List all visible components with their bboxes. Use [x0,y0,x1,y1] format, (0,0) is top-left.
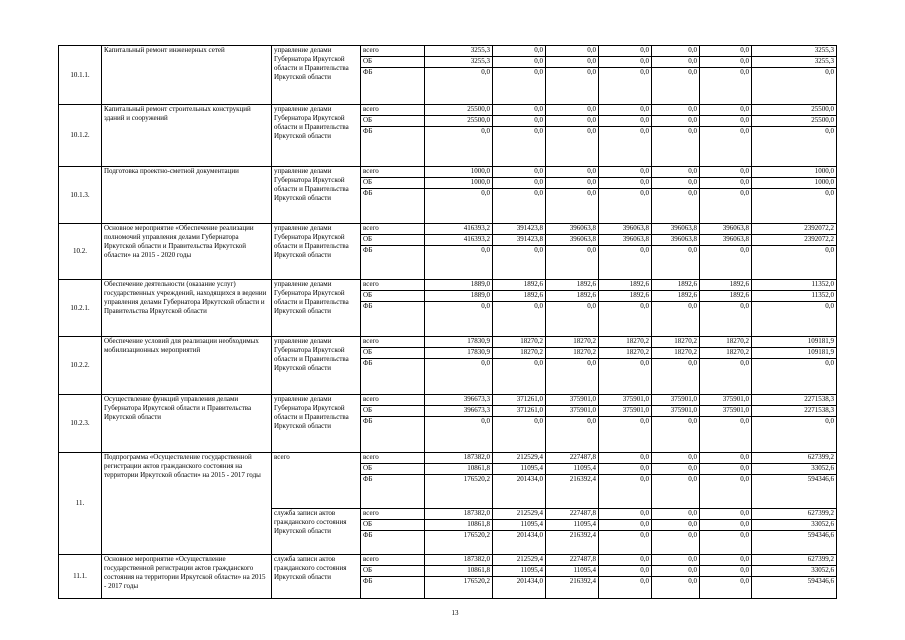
amount-cell: 10861,8 [425,520,493,531]
amount-cell: 18270,2 [493,348,546,359]
amount-cell: 216392,4 [546,577,599,599]
amount-cell: 375901,0 [652,395,700,406]
measure-name-cell: Обеспечение условий для реализации необходимых мобилизационных мероприятий [102,337,272,395]
row-code-cell: 11. [59,453,102,555]
responsible-cell: управление делами Губернатора Иркутской области и Правительства Иркутской области [272,224,361,280]
measure-name-cell: Капитальный ремонт инженерных сетей [102,46,272,105]
amount-cell: 0,0 [546,105,599,116]
amount-cell: 0,0 [546,46,599,57]
amount-cell: 0,0 [652,302,700,337]
amount-cell: 0,0 [700,509,752,520]
amount-cell: 187382,0 [425,555,493,566]
amount-cell: 18270,2 [700,337,752,348]
table-row [59,167,837,178]
amount-cell: 18270,2 [700,348,752,359]
funding-source-cell: ФБ [361,531,425,555]
measure-name-cell: Обеспечение деятельности (оказание услуг) государственных учреждений, находящихся в ведении управления делами Губернатора Иркутской области и Правительства Иркутской области [102,280,272,337]
amount-cell: 594346,6 [752,531,837,555]
amount-cell: 227487,8 [546,509,599,520]
funding-source-cell: всего [361,337,425,348]
amount-cell: 17830,9 [425,337,493,348]
amount-cell: 0,0 [652,246,700,280]
amount-cell: 176520,2 [425,577,493,599]
amount-cell: 0,0 [493,116,546,127]
funding-source-cell: всего [361,555,425,566]
measure-name-cell: Капитальный ремонт строительных конструкций зданий и сооружений [102,105,272,167]
funding-source-cell: ФБ [361,359,425,395]
amount-cell: 375901,0 [546,406,599,417]
amount-cell: 0,0 [700,189,752,224]
amount-cell: 0,0 [700,302,752,337]
amount-cell: 0,0 [425,127,493,167]
amount-cell: 0,0 [599,475,652,509]
amount-cell: 187382,0 [425,509,493,520]
responsible-cell: управление делами Губернатора Иркутской области и Правительства Иркутской области [272,46,361,105]
funding-source-cell: ОБ [361,116,425,127]
amount-cell: 0,0 [752,417,837,453]
amount-cell: 0,0 [425,302,493,337]
amount-cell: 17830,9 [425,348,493,359]
amount-cell: 396063,8 [652,224,700,235]
amount-cell: 2271538,3 [752,406,837,417]
amount-cell: 1892,6 [493,291,546,302]
amount-cell: 0,0 [599,555,652,566]
amount-cell: 33052,6 [752,464,837,475]
amount-cell: 25500,0 [752,105,837,116]
responsible-cell: служба записи актов гражданского состояния Иркутской области [272,509,361,555]
amount-cell: 0,0 [700,520,752,531]
funding-source-cell: ФБ [361,302,425,337]
amount-cell: 0,0 [652,453,700,464]
amount-cell: 109181,9 [752,348,837,359]
amount-cell: 0,0 [546,359,599,395]
amount-cell: 0,0 [752,127,837,167]
amount-cell: 176520,2 [425,531,493,555]
amount-cell: 1892,6 [652,291,700,302]
amount-cell: 1000,0 [425,167,493,178]
responsible-cell: всего [272,453,361,509]
amount-cell: 0,0 [700,475,752,509]
funding-source-cell: ФБ [361,417,425,453]
table-row [59,453,837,464]
amount-cell: 25500,0 [425,105,493,116]
amount-cell: 396063,8 [700,235,752,246]
amount-cell: 0,0 [546,302,599,337]
amount-cell: 0,0 [700,577,752,599]
amount-cell: 0,0 [493,57,546,68]
amount-cell: 0,0 [752,189,837,224]
amount-cell: 0,0 [599,453,652,464]
amount-cell: 1000,0 [752,167,837,178]
row-code-cell: 10.1.1. [59,46,102,105]
responsible-cell: управление делами Губернатора Иркутской области и Правительства Иркутской области [272,280,361,337]
page-number: 13 [451,609,459,617]
amount-cell: 375901,0 [700,406,752,417]
amount-cell: 11095,4 [493,566,546,577]
row-code-cell: 10.1.3. [59,167,102,224]
amount-cell: 0,0 [599,417,652,453]
amount-cell: 10861,8 [425,464,493,475]
funding-source-cell: всего [361,105,425,116]
amount-cell: 2271538,3 [752,395,837,406]
amount-cell: 0,0 [599,189,652,224]
funding-source-cell: ОБ [361,235,425,246]
amount-cell: 0,0 [700,464,752,475]
amount-cell: 0,0 [599,531,652,555]
amount-cell: 0,0 [700,105,752,116]
amount-cell: 18270,2 [599,337,652,348]
amount-cell: 216392,4 [546,475,599,509]
amount-cell: 0,0 [493,189,546,224]
amount-cell: 391423,8 [493,224,546,235]
amount-cell: 396063,8 [599,224,652,235]
amount-cell: 0,0 [599,116,652,127]
amount-cell: 0,0 [546,127,599,167]
row-code-cell: 10.2.3. [59,395,102,453]
amount-cell: 0,0 [599,68,652,105]
responsible-cell: управление делами Губернатора Иркутской области и Правительства Иркутской области [272,337,361,395]
amount-cell: 0,0 [752,302,837,337]
amount-cell: 201434,0 [493,577,546,599]
funding-source-cell: ОБ [361,57,425,68]
amount-cell: 11095,4 [546,520,599,531]
amount-cell: 18270,2 [652,348,700,359]
amount-cell: 0,0 [700,68,752,105]
amount-cell: 3255,3 [425,57,493,68]
amount-cell: 0,0 [700,127,752,167]
amount-cell: 227487,8 [546,555,599,566]
amount-cell: 18270,2 [652,337,700,348]
table-row [59,105,837,116]
amount-cell: 0,0 [700,453,752,464]
amount-cell: 0,0 [652,577,700,599]
funding-source-cell: ФБ [361,127,425,167]
amount-cell: 0,0 [700,359,752,395]
amount-cell: 0,0 [652,189,700,224]
amount-cell: 33052,6 [752,520,837,531]
amount-cell: 0,0 [652,178,700,189]
responsible-cell: управление делами Губернатора Иркутской области и Правительства Иркутской области [272,105,361,167]
amount-cell: 1892,6 [493,280,546,291]
amount-cell: 11095,4 [546,566,599,577]
funding-source-cell: ФБ [361,68,425,105]
amount-cell: 0,0 [700,566,752,577]
amount-cell: 0,0 [700,57,752,68]
amount-cell: 0,0 [599,566,652,577]
amount-cell: 109181,9 [752,337,837,348]
amount-cell: 0,0 [599,46,652,57]
responsible-cell: управление делами Губернатора Иркутской области и Правительства Иркутской области [272,395,361,453]
funding-source-cell: ОБ [361,520,425,531]
funding-source-cell: ОБ [361,348,425,359]
amount-cell: 391423,8 [493,235,546,246]
amount-cell: 396673,3 [425,406,493,417]
amount-cell: 0,0 [652,46,700,57]
amount-cell: 0,0 [652,167,700,178]
amount-cell: 396063,8 [546,224,599,235]
measure-name-cell: Осуществление функций управления делами Губернатора Иркутской области и Правительства Иркутской области [102,395,272,453]
amount-cell: 0,0 [425,417,493,453]
amount-cell: 0,0 [652,359,700,395]
amount-cell: 212529,4 [493,453,546,464]
responsible-cell: служба записи актов гражданского состояния Иркутской области [272,555,361,599]
amount-cell: 371261,0 [493,395,546,406]
amount-cell: 594346,6 [752,475,837,509]
amount-cell: 11095,4 [493,520,546,531]
amount-cell: 0,0 [493,302,546,337]
amount-cell: 201434,0 [493,531,546,555]
amount-cell: 0,0 [700,46,752,57]
funding-source-cell: всего [361,509,425,520]
funding-source-cell: ОБ [361,178,425,189]
funding-source-cell: ФБ [361,475,425,509]
amount-cell: 0,0 [493,359,546,395]
table-row [59,224,837,235]
measure-name-cell: Основное мероприятие «Осуществление государственной регистрации актов гражданского состояния на территории Иркутской области» на 2015 - 2017 годы [102,555,272,599]
amount-cell: 1892,6 [652,280,700,291]
amount-cell: 18270,2 [546,348,599,359]
amount-cell: 1000,0 [752,178,837,189]
amount-cell: 25500,0 [752,116,837,127]
amount-cell: 396063,8 [599,235,652,246]
amount-cell: 0,0 [493,68,546,105]
table-body [59,46,837,599]
amount-cell: 0,0 [652,566,700,577]
funding-source-cell: всего [361,453,425,464]
amount-cell: 1889,0 [425,280,493,291]
amount-cell: 0,0 [599,359,652,395]
table-row [59,555,837,566]
amount-cell: 0,0 [700,246,752,280]
funding-source-cell: ФБ [361,577,425,599]
amount-cell: 1889,0 [425,291,493,302]
amount-cell: 0,0 [546,167,599,178]
amount-cell: 0,0 [652,464,700,475]
amount-cell: 3255,3 [752,57,837,68]
amount-cell: 227487,8 [546,453,599,464]
amount-cell: 1892,6 [546,280,599,291]
amount-cell: 0,0 [546,178,599,189]
amount-cell: 187382,0 [425,453,493,464]
amount-cell: 1000,0 [425,178,493,189]
amount-cell: 0,0 [599,577,652,599]
amount-cell: 0,0 [493,246,546,280]
funding-source-cell: ОБ [361,566,425,577]
amount-cell: 0,0 [652,555,700,566]
amount-cell: 594346,6 [752,577,837,599]
amount-cell: 396063,8 [700,224,752,235]
amount-cell: 0,0 [700,531,752,555]
amount-cell: 0,0 [599,105,652,116]
table-row [59,46,837,57]
table-row [59,280,837,291]
amount-cell: 0,0 [425,189,493,224]
amount-cell: 3255,3 [425,46,493,57]
amount-cell: 0,0 [652,509,700,520]
funding-source-cell: ОБ [361,464,425,475]
amount-cell: 0,0 [652,105,700,116]
row-code-cell: 10.2.1. [59,280,102,337]
amount-cell: 0,0 [700,167,752,178]
funding-source-cell: всего [361,280,425,291]
amount-cell: 33052,6 [752,566,837,577]
amount-cell: 0,0 [546,246,599,280]
amount-cell: 176520,2 [425,475,493,509]
amount-cell: 375901,0 [546,395,599,406]
amount-cell: 216392,4 [546,531,599,555]
amount-cell: 0,0 [752,359,837,395]
amount-cell: 11352,0 [752,291,837,302]
amount-cell: 1892,6 [546,291,599,302]
amount-cell: 0,0 [493,417,546,453]
row-code-cell: 10.1.2. [59,105,102,167]
amount-cell: 0,0 [546,417,599,453]
row-code-cell: 10.2. [59,224,102,280]
amount-cell: 627399,2 [752,509,837,520]
amount-cell: 10861,8 [425,566,493,577]
amount-cell: 212529,4 [493,555,546,566]
amount-cell: 627399,2 [752,453,837,464]
funding-source-cell: ОБ [361,291,425,302]
amount-cell: 0,0 [599,57,652,68]
row-code-cell: 10.2.2. [59,337,102,395]
measure-name-cell: Основное мероприятие «Обеспечение реализации полномочий управления делами Губернатора Иркутской области и Правительства Иркутской области» на 2015 - 2020 годы [102,224,272,280]
amount-cell: 0,0 [652,417,700,453]
amount-cell: 0,0 [599,246,652,280]
amount-cell: 416393,2 [425,224,493,235]
amount-cell: 0,0 [546,189,599,224]
amount-cell: 0,0 [546,57,599,68]
amount-cell: 0,0 [752,68,837,105]
amount-cell: 375901,0 [652,406,700,417]
amount-cell: 0,0 [652,475,700,509]
amount-cell: 0,0 [425,68,493,105]
amount-cell: 3255,3 [752,46,837,57]
amount-cell: 0,0 [599,509,652,520]
budget-table-page [58,45,836,599]
amount-cell: 11095,4 [493,464,546,475]
amount-cell: 212529,4 [493,509,546,520]
amount-cell: 11095,4 [546,464,599,475]
amount-cell: 0,0 [425,246,493,280]
amount-cell: 0,0 [493,127,546,167]
funding-source-cell: всего [361,224,425,235]
budget-table [58,45,837,599]
amount-cell: 1892,6 [599,280,652,291]
table-row [59,395,837,406]
amount-cell: 0,0 [599,464,652,475]
amount-cell: 0,0 [493,167,546,178]
amount-cell: 0,0 [599,178,652,189]
amount-cell: 0,0 [652,68,700,105]
amount-cell: 0,0 [493,46,546,57]
row-code-cell: 11.1. [59,555,102,599]
amount-cell: 0,0 [652,57,700,68]
amount-cell: 2392072,2 [752,235,837,246]
measure-name-cell: Подготовка проектно-сметной документации [102,167,272,224]
amount-cell: 396063,8 [652,235,700,246]
amount-cell: 0,0 [546,116,599,127]
amount-cell: 0,0 [599,127,652,167]
amount-cell: 0,0 [752,246,837,280]
amount-cell: 0,0 [652,531,700,555]
amount-cell: 375901,0 [599,406,652,417]
amount-cell: 416393,2 [425,235,493,246]
amount-cell: 1892,6 [700,280,752,291]
amount-cell: 11352,0 [752,280,837,291]
funding-source-cell: ФБ [361,189,425,224]
amount-cell: 371261,0 [493,406,546,417]
amount-cell: 1892,6 [700,291,752,302]
amount-cell: 0,0 [425,359,493,395]
responsible-cell: управление делами Губернатора Иркутской области и Правительства Иркутской области [272,167,361,224]
funding-source-cell: всего [361,167,425,178]
amount-cell: 0,0 [700,116,752,127]
amount-cell: 627399,2 [752,555,837,566]
amount-cell: 18270,2 [599,348,652,359]
amount-cell: 0,0 [700,417,752,453]
table-row [59,337,837,348]
amount-cell: 0,0 [599,520,652,531]
amount-cell: 0,0 [700,178,752,189]
amount-cell: 0,0 [652,520,700,531]
funding-source-cell: всего [361,46,425,57]
amount-cell: 18270,2 [493,337,546,348]
funding-source-cell: всего [361,395,425,406]
amount-cell: 201434,0 [493,475,546,509]
measure-name-cell: Подпрограмма «Осуществление государственной регистрации актов гражданского состояния на территории Иркутской области» на 2015 - 2017 годы [102,453,272,555]
amount-cell: 0,0 [493,178,546,189]
amount-cell: 1892,6 [599,291,652,302]
amount-cell: 396063,8 [546,235,599,246]
amount-cell: 0,0 [652,116,700,127]
amount-cell: 0,0 [546,68,599,105]
amount-cell: 0,0 [652,127,700,167]
amount-cell: 18270,2 [546,337,599,348]
funding-source-cell: ФБ [361,246,425,280]
amount-cell: 375901,0 [599,395,652,406]
amount-cell: 375901,0 [700,395,752,406]
amount-cell: 25500,0 [425,116,493,127]
amount-cell: 2392072,2 [752,224,837,235]
amount-cell: 0,0 [493,105,546,116]
funding-source-cell: ОБ [361,406,425,417]
amount-cell: 396673,3 [425,395,493,406]
amount-cell: 0,0 [700,555,752,566]
amount-cell: 0,0 [599,167,652,178]
amount-cell: 0,0 [599,302,652,337]
